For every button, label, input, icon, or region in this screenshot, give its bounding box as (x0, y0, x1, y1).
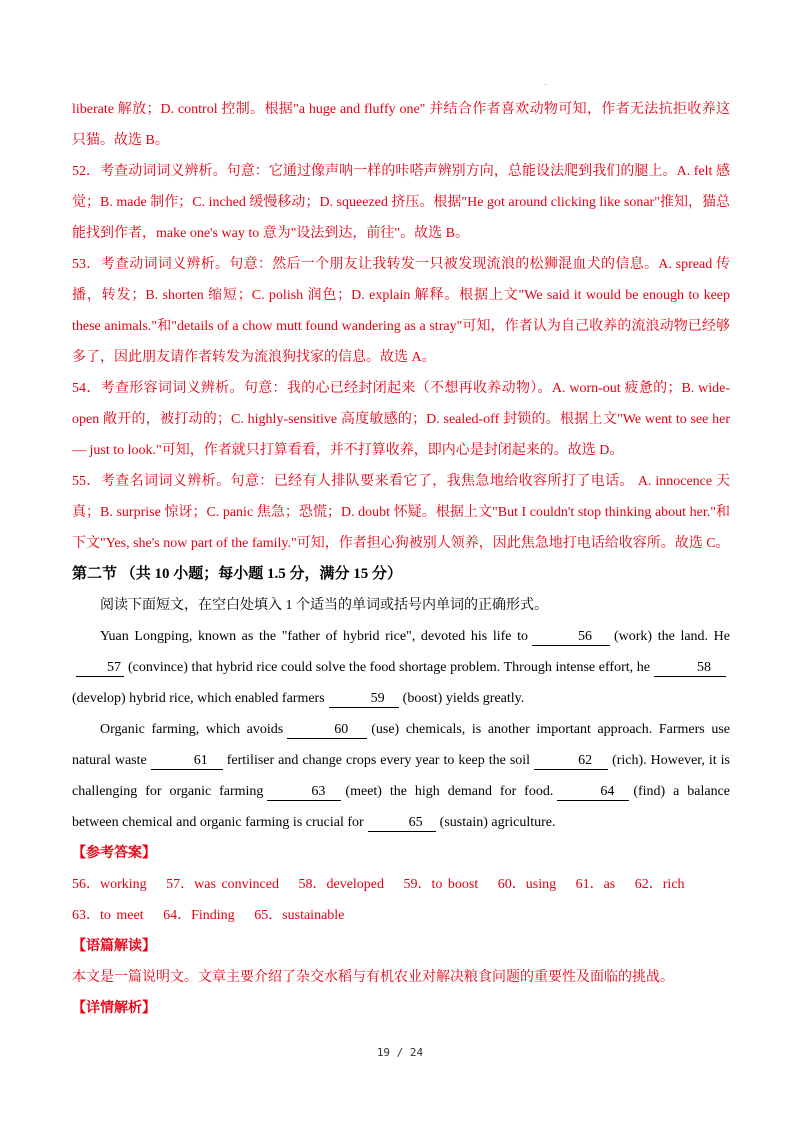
blank-61[interactable]: 61 (151, 753, 223, 770)
passage-text: (convince) that hybrid rice could solve the food shortage problem. Through intense effort, he (128, 660, 650, 675)
analysis-text: 本文是一篇说明文。文章主要介绍了杂交水稻与有机农业对解决粮食问题的重要性及面临的挑战。 (72, 970, 674, 985)
passage-text: fertiliser and change crops every year to keep the soil (226, 753, 531, 768)
answer-list (72, 869, 730, 931)
scan-dot (545, 84, 546, 85)
section-title: 第二节 （共 10 小题；每小题 1.5 分，满分 15 分） (72, 566, 403, 582)
answer-item: 57．was convinced (166, 877, 279, 892)
document-body (72, 94, 730, 1024)
answer-item: 65．sustainable (254, 908, 345, 923)
answer-item: 61．as (575, 877, 616, 892)
answer-item: 58．developed (298, 877, 385, 892)
passage-text: (boost) yields greatly. (402, 691, 525, 706)
answer-item: 56．working (72, 877, 147, 892)
passage-text: (use) chemicals, is another important approach. Farmers use natural waste (72, 722, 730, 768)
explanation-54: 54．考查形容词词义辨析。句意：我的心已经封闭起来（不想再收养动物）。A. worn-out 疲惫的；B. wide-open 敞开的，被打动的；C. highly-sensitive 高度敏感的；D. sealed-off 封锁的。根据上文"We went to see her — just to look."可知，作者就只打算看看，并不打算收养，即内心是封闭起来的。故选 D。 (72, 381, 730, 458)
answer-item: 64．Finding (163, 908, 235, 923)
passage-text: (rich). However, it is challenging for organic farming (72, 753, 730, 799)
blank-56[interactable]: 56 (532, 629, 610, 646)
blank-57[interactable]: 57 (76, 660, 124, 677)
explanation-51-tail: liberate 解放；D. control 控制。根据"a huge and fluffy one" 并结合作者喜欢动物可知，作者无法抗拒收养这只猫。故选 B。 (72, 102, 730, 148)
blank-63[interactable]: 63 (267, 784, 341, 801)
explanation-53: 53．考查动词词义辨析。句意：然后一个朋友让我转发一只被发现流浪的松狮混血犬的信息。A. spread 传播，转发；B. shorten 缩短；C. polish 润色；D. explain 解释。根据上文"We said it would be enough to keep these animals."和"details of a chow mutt found wandering as a stray"可知，作者认为自己收养的流浪动物已经够多了，因此朋友请作者转发为流浪狗找家的信息。故选 A。 (72, 257, 730, 365)
answer-item: 62．rich (634, 877, 685, 892)
passage-paragraph-1 (72, 621, 730, 714)
blank-62[interactable]: 62 (534, 753, 608, 770)
passage-text: (find) a balance between chemical and organic farming is crucial for (72, 784, 730, 830)
explanation-52: 52．考查动词词义辨析。句意：它通过像声呐一样的咔嗒声辨别方向，总能设法爬到我们的腿上。A. felt 感觉；B. made 制作；C. inched 缓慢移动；D. squeezed 挤压。根据"He got around clicking like sonar"推知，猫总能找到作者，make one's way to 意为"设法到达，前往"。故选 B。 (72, 164, 730, 241)
instruction: 阅读下面短文，在空白处填入 1 个适当的单词或括号内单词的正确形式。 (100, 598, 548, 613)
passage-text: (develop) hybrid rice, which enabled farmers (72, 691, 325, 706)
answer-item: 60．using (497, 877, 557, 892)
passage-text: (work) the land. He (614, 629, 730, 644)
answer-item: 59．to boost (403, 877, 479, 892)
answer-tag: 【参考答案】 (72, 846, 156, 861)
passage-text: Organic farming, which avoids (100, 722, 284, 737)
blank-60[interactable]: 60 (287, 722, 367, 739)
explanation-55: 55．考查名词词义辨析。句意：已经有人排队要来看它了，我焦急地给收容所打了电话。 A. innocence 天真；B. surprise 惊讶；C. panic 焦急；恐慌；D. doubt 怀疑。根据上文"But I couldn't stop thinking about her."和下文"Yes, she's now part of the family."可知，作者担心狗被别人领养，因此焦急地打电话给收容所。故选 C。 (72, 474, 730, 551)
blank-58[interactable]: 58 (654, 660, 726, 677)
passage-text: (meet) the high demand for food. (345, 784, 554, 799)
blank-59[interactable]: 59 (329, 691, 399, 708)
passage-text: Yuan Longping, known as the "father of hybrid rice", devoted his life to (100, 629, 528, 644)
blank-64[interactable]: 64 (557, 784, 629, 801)
answer-item: 63．to meet (72, 908, 144, 923)
passage-text: (sustain) agriculture. (439, 815, 556, 830)
blank-65[interactable]: 65 (368, 815, 436, 832)
passage-paragraph-2 (72, 714, 730, 838)
page-number: 19 / 24 (376, 1046, 424, 1059)
detail-tag: 【详情解析】 (72, 1001, 156, 1016)
analysis-tag: 【语篇解读】 (72, 939, 156, 954)
